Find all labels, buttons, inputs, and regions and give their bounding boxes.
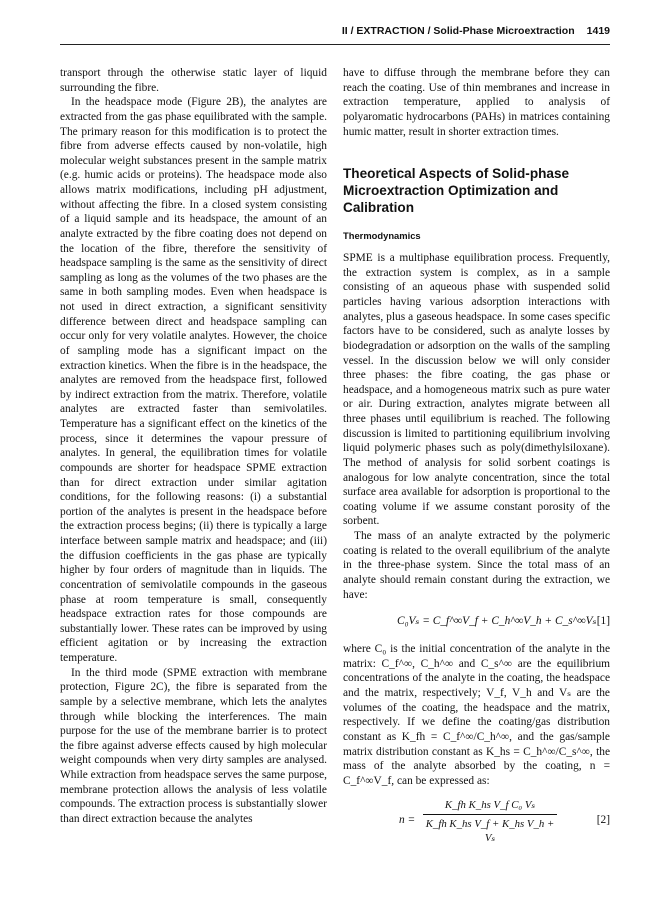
equation-1-expression: C₀Vₛ = C_f^∞V_f + C_h^∞V_h + C_s^∞Vₛ	[397, 615, 597, 628]
left-paragraph-1: transport through the otherwise static layer of liquid surrounding the fibre.	[60, 67, 327, 94]
equation-2-denominator: K_fh K_hs V_f + K_hs V_h + Vₛ	[425, 818, 555, 845]
equation-2	[343, 798, 610, 845]
equation-1	[343, 608, 610, 638]
running-header	[0, 25, 610, 39]
right-column	[343, 66, 610, 845]
subsection-title: Thermodynamics	[343, 230, 421, 242]
equation-2-fraction	[423, 798, 557, 845]
running-title: II / EXTRACTION / Solid-Phase Microextraction	[341, 25, 575, 37]
page-number: 1419	[586, 25, 610, 37]
fraction-bar	[423, 814, 557, 815]
right-paragraph-4: where C₀ is the initial concentration of the analyte in the matrix: C_f^∞, C_h^∞ and C_s^∞ are the equilibrium concentrations of the analyte in the coating, the headspace and the matrix, respectively; V_f, V_h and Vₛ are the volumes of the coating, the headspace and the matrix, respectively. If we define the coating/gas distribution constant as K_fh = C_f^∞/C_h^∞, and the gas/sample matrix distribution constant as K_hs = C_h^∞/C_s^∞, the mass of the analyte absorbed by the coating, n = C_f^∞V_f, can be expressed as:	[343, 643, 610, 787]
left-paragraph-2: In the headspace mode (Figure 2B), the analytes are extracted from the gas phase equilibrated with the sample. The primary reason for this modification is to protect the fibre from adverse effects caused by non-volatile, high molecular weight substances present in the sample matrix (e.g. humic acids or proteins). The headspace mode also allows matrix modifications, including pH adjustment, without affecting the fibre. In a closed system consisting of a liquid sample and its headspace, the amount of an analyte extracted by the fibre coating does not depend on the location of the fibre, therefore the sensitivity of headspace sampling is the same as the sensitivity of direct sampling as long as the volumes of the two phases are the same in both sampling modes. Even when headspace is not used in direct extraction, a significant sensitivity difference between direct and headspace sampling can occur only for very volatile analytes. However, the choice of sampling mode has a significant impact on the extraction kinetics. When the fibre is in the headspace, the analytes are removed from the headspace first, followed by indirect extraction from the matrix. Therefore, volatile analytes are extracted faster than semivolatiles. Temperature has a significant effect on the kinetics of the process, since it determines the vapour pressure of analytes. In general, the equilibration times for volatile compounds are shorter for headspace SPME extraction than for direct extraction under similar agitation conditions, for the following reasons: (i) a substantial portion of the analytes is present in the headspace before the extraction process begins; (ii) there is typically a large interface between sample matrix and headspace; and (iii) the diffusion coefficients in the gas phase are typically higher by four orders of magnitude than in liquids. The concentration of semivolatile compounds in the gaseous phase at room temperature is small, consequently headspace extraction rates for those compounds are substantially lower. These rates can be improved by using efficient agitation or by increasing the extraction temperature.	[60, 96, 327, 664]
equation-2-number: [2]	[596, 814, 610, 827]
section-title: Theoretical Aspects of Solid-phase Microextraction Optimization and Calibration	[343, 166, 570, 216]
equation-2-numerator: K_fh K_hs V_f C₀ Vₛ	[444, 799, 536, 812]
left-column	[60, 66, 327, 827]
equation-2-lhs: n =	[399, 814, 416, 827]
left-paragraph-3: In the third mode (SPME extraction with membrane protection, Figure 2C), the fibre is separated from the sample by a selective membrane, which lets the analytes through while blocking the interferences. The main purpose for the use of the membrane barrier is to protect the fibre against adverse effects caused by high molecular weight compounds when very dirty samples are analysed. While extraction from headspace serves the same purpose, membrane protection allows the analysis of less volatile compounds. The extraction process is substantially slower than direct extraction because the analytes	[60, 666, 327, 825]
right-paragraph-2: SPME is a multiphase equilibration process. Frequently, the extraction system is complex, as in a sample consisting of an aqueous phase with suspended solid particles having various adsorption interactions with analytes, plus a gaseous headspace. In some cases specific factors have to be considered, such as analyte losses by biodegradation or adsorption on the walls of the sampling vessel. In the discussion below we will only consider three phases: the fibre coating, the gas phase or headspace, and a homogeneous matrix such as pure water or air. During extraction, analytes migrate between all three phases until equilibrium is reached. The following discussion is limited to partitioning equilibrium involving liquid polymeric phases such as poly(dimethylsiloxane). The method of analysis for solid sorbent coatings is analogous for low analyte concentration, since the total surface area available for adsorption is proportional to the coating volume if we assume constant porosity of the sorbent.	[343, 252, 610, 528]
right-paragraph-3: The mass of an analyte extracted by the polymeric coating is related to the overall equilibrium of the analyte in the three-phase system. Since the total mass of an analyte should remain constant during the extraction, we have:	[343, 530, 610, 601]
header-rule	[60, 44, 610, 45]
right-paragraph-1: have to diffuse through the membrane before they can reach the coating. Use of thin membranes and increase in extraction temperature, applied to analysis of polyaromatic hydrocarbons (PAHs) in matrices containing humic matter, result in shorter extraction times.	[343, 67, 610, 138]
equation-1-number: [1]	[596, 615, 610, 628]
